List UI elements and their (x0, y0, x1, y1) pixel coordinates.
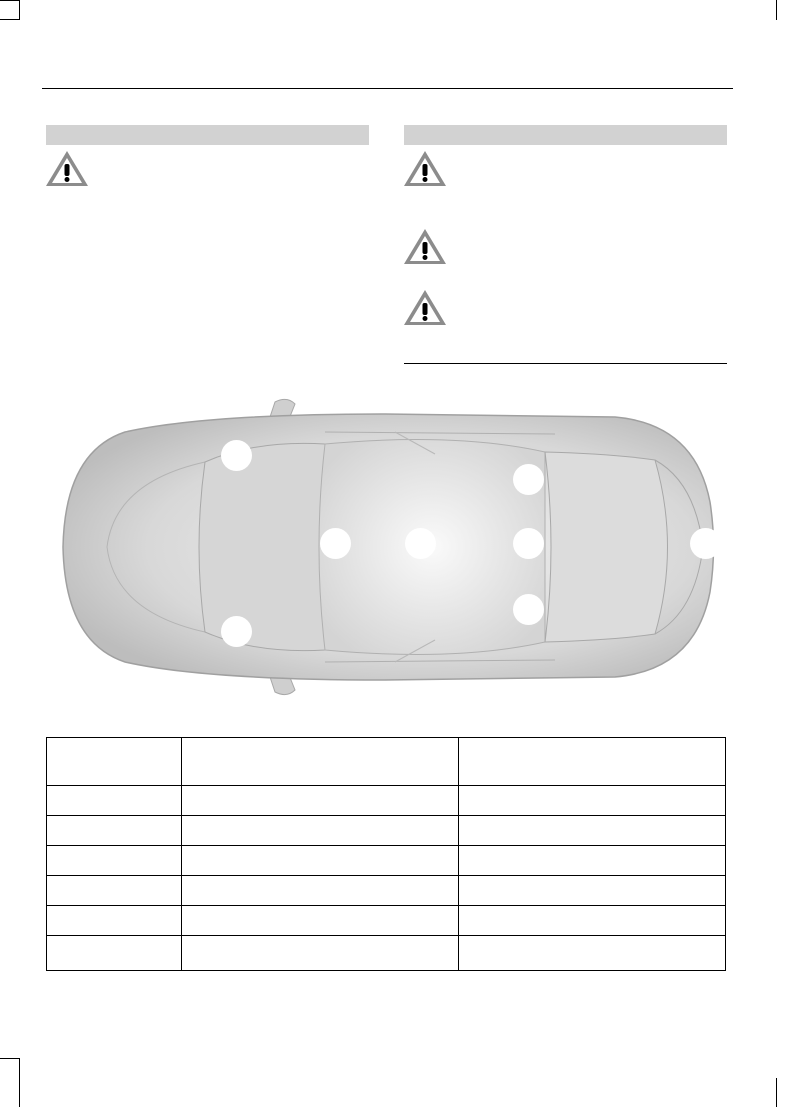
car-illustration (55, 392, 717, 702)
table-header-cell (47, 738, 182, 786)
table-row (47, 786, 726, 816)
section-separator (404, 363, 727, 364)
left-section-heading (46, 127, 50, 142)
right-section-heading-bar (404, 125, 727, 145)
vehicle-top-view-diagram (55, 392, 717, 702)
table-header-row (47, 738, 726, 786)
table-cell (47, 936, 182, 971)
diagram-callout (320, 528, 351, 559)
table-cell (459, 906, 726, 936)
table-cell (47, 906, 182, 936)
diagram-callout (405, 528, 436, 559)
specification-table (46, 737, 726, 971)
warning-triangle-icon (402, 287, 448, 327)
diagram-callout (690, 528, 721, 559)
table-cell (181, 786, 459, 816)
table-row (47, 906, 726, 936)
crop-mark (0, 0, 20, 1)
diagram-callout (513, 528, 544, 559)
warning-triangle-icon (402, 148, 448, 188)
table-header-cell (181, 738, 459, 786)
table-cell (181, 906, 459, 936)
diagram-callout (221, 440, 252, 471)
crop-mark (776, 1078, 777, 1107)
table-cell (459, 936, 726, 971)
table-row (47, 936, 726, 971)
table-row (47, 846, 726, 876)
crop-mark (19, 0, 20, 20)
header-rule (42, 88, 733, 89)
table-row (47, 816, 726, 846)
right-section-heading (404, 127, 408, 142)
table-cell (181, 876, 459, 906)
table-cell (47, 876, 182, 906)
table-cell (181, 846, 459, 876)
table-cell (181, 816, 459, 846)
table-row (47, 876, 726, 906)
crop-mark (776, 0, 777, 20)
diagram-callout (513, 464, 544, 495)
table-cell (47, 846, 182, 876)
table-cell (47, 786, 182, 816)
table-cell (181, 936, 459, 971)
table-cell (459, 786, 726, 816)
table-cell (459, 816, 726, 846)
diagram-callout (221, 616, 252, 647)
left-section-heading-bar (46, 125, 369, 145)
warning-triangle-icon (402, 226, 448, 266)
crop-mark (0, 1058, 20, 1059)
warning-triangle-icon (44, 148, 90, 188)
crop-mark (19, 1058, 20, 1107)
table-header-cell (459, 738, 726, 786)
table-cell (459, 846, 726, 876)
table-cell (459, 876, 726, 906)
table-cell (47, 816, 182, 846)
diagram-callout (513, 594, 544, 625)
crop-mark (0, 19, 20, 20)
